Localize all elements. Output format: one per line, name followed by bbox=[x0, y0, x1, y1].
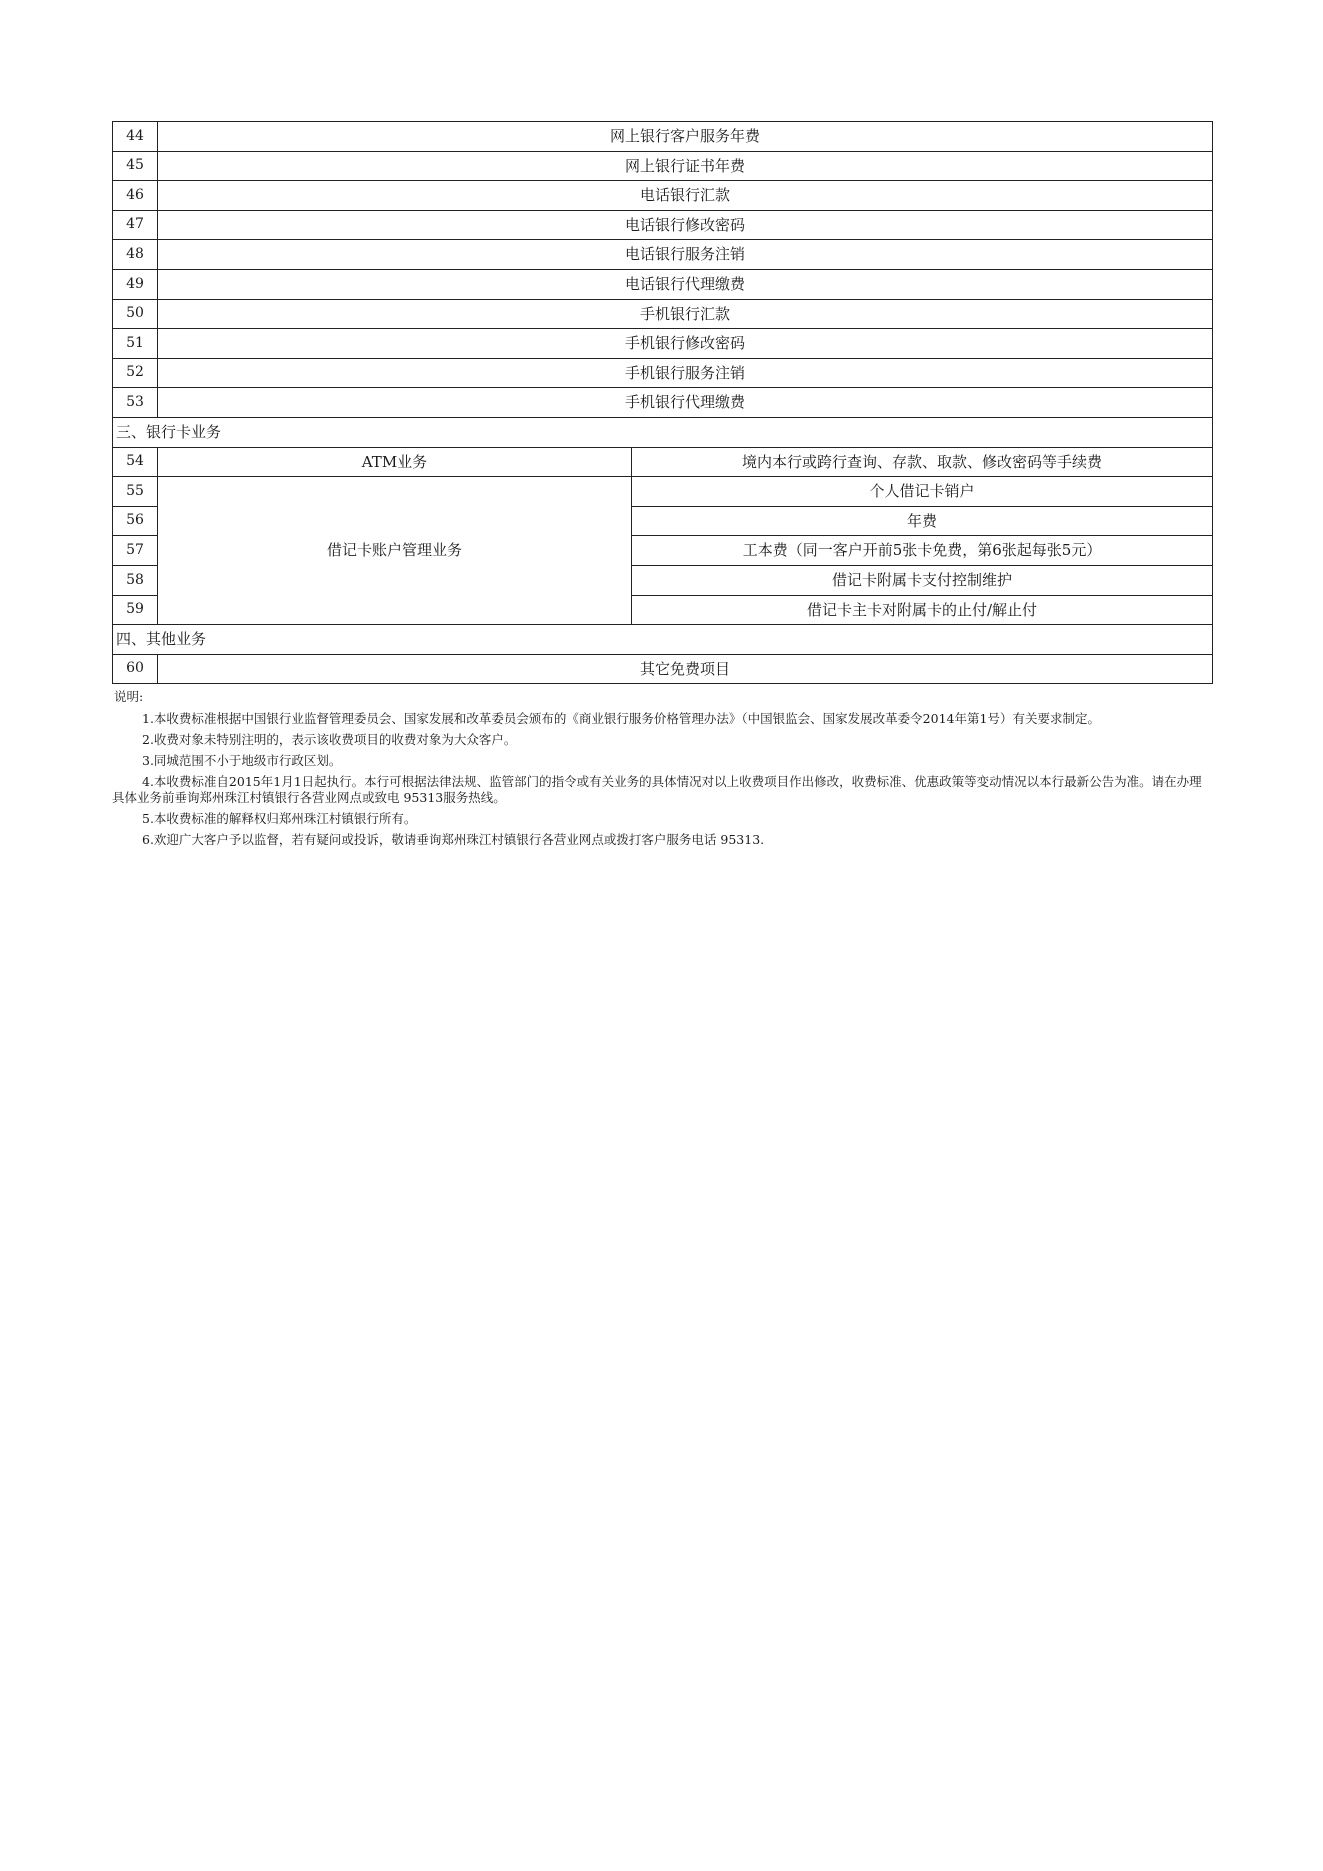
table-row bbox=[113, 269, 1213, 299]
fee-item: 手机银行修改密码 bbox=[158, 329, 1213, 359]
fee-item: 手机银行汇款 bbox=[158, 299, 1213, 329]
section-heading-bank-card: 三、银行卡业务 bbox=[113, 417, 1213, 447]
row-number: 57 bbox=[113, 536, 158, 566]
fee-item: 境内本行或跨行查询、存款、取款、修改密码等手续费 bbox=[632, 447, 1213, 477]
row-number: 44 bbox=[113, 122, 158, 152]
fee-item: 手机银行代理缴费 bbox=[158, 388, 1213, 418]
fee-item: 电话银行汇款 bbox=[158, 181, 1213, 211]
fee-item: 借记卡主卡对附属卡的止付/解止付 bbox=[632, 595, 1213, 625]
table-row bbox=[113, 181, 1213, 211]
section-heading-other: 四、其他业务 bbox=[113, 625, 1213, 655]
fee-item: 借记卡附属卡支付控制维护 bbox=[632, 565, 1213, 595]
notes-section bbox=[112, 689, 1212, 848]
row-number: 55 bbox=[113, 477, 158, 507]
table-row bbox=[113, 299, 1213, 329]
row-number: 46 bbox=[113, 181, 158, 211]
table-row bbox=[113, 447, 1213, 477]
note-item: 4.本收费标准自2015年1月1日起执行。本行可根据法律法规、监管部门的指令或有关业务的具体情况对以上收费项目作出修改，收费标准、优惠政策等变动情况以本行最新公告为准。请在办理具体业务前垂询郑州珠江村镇银行各营业网点或致电 95313服务热线。 bbox=[112, 774, 1202, 806]
table-row bbox=[113, 240, 1213, 270]
row-number: 56 bbox=[113, 506, 158, 536]
fee-item: 网上银行证书年费 bbox=[158, 151, 1213, 181]
row-number: 53 bbox=[113, 388, 158, 418]
fee-item: 工本费（同一客户开前5张卡免费，第6张起每张5元） bbox=[632, 536, 1213, 566]
fee-item: 电话银行代理缴费 bbox=[158, 269, 1213, 299]
notes-title: 说明: bbox=[114, 689, 144, 705]
note-item: 2.收费对象未特别注明的，表示该收费项目的收费对象为大众客户。 bbox=[142, 732, 517, 748]
row-number: 52 bbox=[113, 358, 158, 388]
fee-table bbox=[112, 121, 1213, 684]
row-number: 45 bbox=[113, 151, 158, 181]
table-row bbox=[113, 358, 1213, 388]
row-number: 60 bbox=[113, 654, 158, 684]
row-number: 48 bbox=[113, 240, 158, 270]
section-row bbox=[113, 625, 1213, 655]
fee-schedule-page bbox=[112, 121, 1212, 853]
fee-item: 其它免费项目 bbox=[158, 654, 1213, 684]
fee-item: 电话银行修改密码 bbox=[158, 210, 1213, 240]
row-number: 47 bbox=[113, 210, 158, 240]
table-row bbox=[113, 477, 1213, 507]
table-row bbox=[113, 210, 1213, 240]
note-item: 1.本收费标准根据中国银行业监督管理委员会、国家发展和改革委员会颁布的《商业银行服务价格管理办法》（中国银监会、国家发展改革委令2014年第1号）有关要求制定。 bbox=[142, 711, 1100, 727]
table-row bbox=[113, 151, 1213, 181]
fee-item: 网上银行客户服务年费 bbox=[158, 122, 1213, 152]
note-item: 5.本收费标准的解释权归郑州珠江村镇银行所有。 bbox=[142, 811, 417, 827]
row-number: 59 bbox=[113, 595, 158, 625]
table-row bbox=[113, 654, 1213, 684]
row-number: 58 bbox=[113, 565, 158, 595]
fee-category: 借记卡账户管理业务 bbox=[158, 477, 632, 625]
note-item: 6.欢迎广大客户予以监督，若有疑问或投诉，敬请垂询郑州珠江村镇银行各营业网点或拨打客户服务电话 95313. bbox=[142, 832, 765, 848]
fee-item: 手机银行服务注销 bbox=[158, 358, 1213, 388]
row-number: 51 bbox=[113, 329, 158, 359]
table-row bbox=[113, 388, 1213, 418]
note-item: 3.同城范围不小于地级市行政区划。 bbox=[142, 753, 342, 769]
section-row bbox=[113, 417, 1213, 447]
row-number: 54 bbox=[113, 447, 158, 477]
row-number: 49 bbox=[113, 269, 158, 299]
fee-category: ATM业务 bbox=[158, 447, 632, 477]
fee-item: 电话银行服务注销 bbox=[158, 240, 1213, 270]
table-row bbox=[113, 329, 1213, 359]
table-row bbox=[113, 122, 1213, 152]
row-number: 50 bbox=[113, 299, 158, 329]
fee-item: 年费 bbox=[632, 506, 1213, 536]
fee-item: 个人借记卡销户 bbox=[632, 477, 1213, 507]
